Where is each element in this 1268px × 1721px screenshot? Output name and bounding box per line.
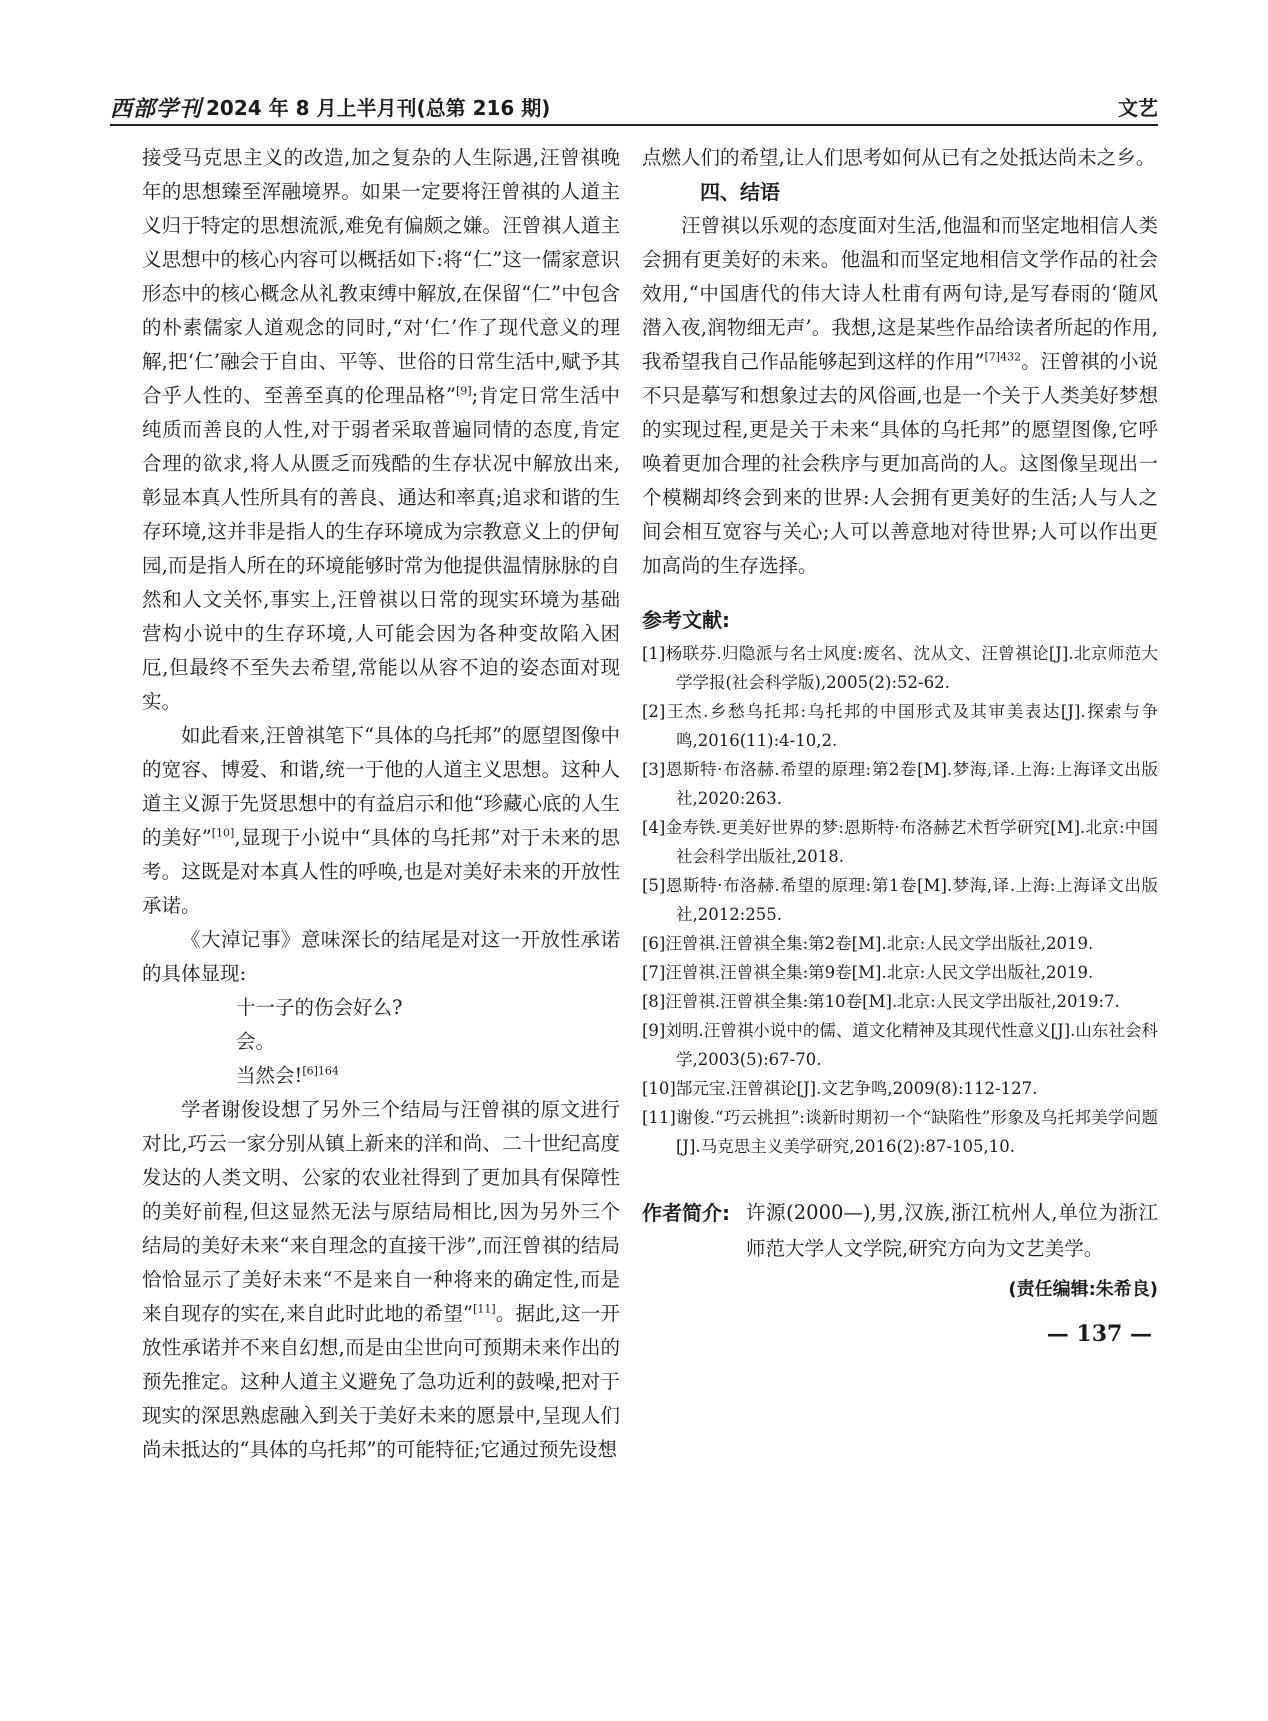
- page-number: — 137 —: [1046, 1321, 1152, 1347]
- citation: [6]164: [302, 1064, 339, 1078]
- paragraph: 《大淖记事》意味深长的结尾是对这一开放性承诺的具体显现:: [142, 928, 620, 985]
- poem-line: 当然会!$^{[6]164}$: [236, 1064, 339, 1087]
- paragraph: 学者谢俊设想了另外三个结局与汪曾祺的原文进行对比,巧云一家分别从镇上新来的洋和尚、二十世纪高度发达的人类文明、公家的农业社得到了更加具有保障性的美好前程,但这显然无法与原结局相比,因为另外三个结局的美好未来“来自理念的直接干涉”,而汪曾祺的结局恰恰显示了美好未来“不是来自一种将来的确定性,而是来自现存的实在,来自此时此地的希望”[11]。据此,这一开放性承诺并不来自幻想,而是由尘世向可预期未来作出的预先推定。这种人道主义避免了急功近利的鼓噪,把对于现实的深思熟虑融入到关于美好未来的愿景中,呈现人们尚未抵达的“具体的乌托邦”的可能特征;它通过预先设想: [142, 1098, 620, 1461]
- quoted-poem: [142, 991, 620, 1093]
- references-list: [642, 639, 1158, 1161]
- author-bio: [642, 1195, 1158, 1267]
- reference-item: [6]汪曾祺.汪曾祺全集:第2卷[M].北京:人民文学出版社,2019.: [642, 934, 1094, 953]
- reference-item: [9]刘明.汪曾祺小说中的儒、道文化精神及其现代性意义[J].山东社会科学,2003(5):67-70.: [642, 1021, 1158, 1069]
- reference-item: [2]王杰.乡愁乌托邦:乌托邦的中国形式及其审美表达[J].探索与争鸣,2016(11):4-10,2.: [642, 702, 1158, 750]
- poem-line: 会。: [236, 1030, 276, 1053]
- reference-item: [7]汪曾祺.汪曾祺全集:第9卷[M].北京:人民文学出版社,2019.: [642, 963, 1094, 982]
- citation: [7]432: [984, 350, 1022, 364]
- section-heading: 四、结语: [700, 180, 780, 204]
- header-rule: [110, 124, 1158, 126]
- author-bio-label: 作者简介:: [642, 1201, 730, 1225]
- reference-item: [1]杨联芬.归隐派与名士风度:废名、沈从文、汪曾祺论[J].北京师范大学学报(社会科学版),2005(2):52-62.: [642, 644, 1158, 692]
- section-name: 文艺: [1118, 96, 1158, 120]
- paragraph: 汪曾祺以乐观的态度面对生活,他温和而坚定地相信人类会拥有更美好的未来。他温和而坚定地相信文学作品的社会效用,“中国唐代的伟大诗人杜甫有两句诗,是写春雨的‘随风潜入夜,润物细无声’。我想,这是某些作品给读者所起的作用,我希望我自己作品能够起到这样的作用”$^{[7]432}$。汪曾祺的小说不只是摹写和想象过去的风俗画,也是一个关于人类美好梦想的实现过程,更是关于未来“具体的乌托邦”的愿望图像,它呼唤着更加合理的社会秩序与更加高尚的人。这图像呈现出一个模糊却终会到来的世界:人会拥有更美好的生活;人与人之间会相互宽容与关心;人可以善意地对待世界;人可以作出更加高尚的生存选择。: [642, 214, 1158, 577]
- right-column: [642, 141, 1158, 1349]
- references-title: 参考文献:: [642, 608, 730, 632]
- responsible-editor: (责任编辑:朱希良): [1008, 1279, 1158, 1300]
- citation: [9]: [455, 384, 472, 398]
- journal-logo: 西部学刊: [110, 96, 203, 122]
- reference-item: [5]恩斯特·布洛赫.希望的原理:第1卷[M].梦海,译.上海:上海译文出版社,2012:255.: [642, 876, 1158, 924]
- running-header: [110, 86, 1158, 126]
- citation: [10]: [211, 826, 235, 840]
- reference-item: [10]郜元宝.汪曾祺论[J].文艺争鸣,2009(8):112-127.: [642, 1079, 1038, 1098]
- reference-item: [8]汪曾祺.汪曾祺全集:第10卷[M].北京:人民文学出版社,2019:7.: [642, 992, 1120, 1011]
- reference-item: [11]谢俊.“巧云挑担”:谈新时期初一个“缺陷性”形象及乌托邦美学问题[J].马克思主义美学研究,2016(2):87-105,10.: [642, 1108, 1158, 1156]
- reference-item: [3]恩斯特·布洛赫.希望的原理:第2卷[M].梦海,译.上海:上海译文出版社,2020:263.: [642, 760, 1158, 808]
- paragraph: 如此看来,汪曾祺笔下“具体的乌托邦”的愿望图像中的宽容、博爱、和谐,统一于他的人道主义思想。这种人道主义源于先贤思想中的有益启示和他“珍藏心底的人生的美好”[10],显现于小说中“具体的乌托邦”对于未来的思考。这既是对本真人性的呼唤,也是对美好未来的开放性承诺。: [142, 724, 620, 917]
- citation: [11]: [473, 1302, 496, 1316]
- left-column: [142, 141, 620, 1467]
- author-bio-text: 许源(2000—),男,汉族,浙江杭州人,单位为浙江师范大学人文学院,研究方向为文艺美学。: [746, 1201, 1158, 1260]
- reference-item: [4]金寿铁.更美好世界的梦:恩斯特·布洛赫艺术哲学研究[M].北京:中国社会科学出版社,2018.: [642, 818, 1158, 866]
- paragraph: 接受马克思主义的改造,加之复杂的人生际遇,汪曾祺晚年的思想臻至浑融境界。如果一定要将汪曾祺的人道主义归于特定的思想流派,难免有偏颇之嫌。汪曾祺人道主义思想中的核心内容可以概括如下:将“仁”这一儒家意识形态中的核心概念从礼教束缚中解放,在保留“仁”中包含的朴素儒家人道观念的同时,“对‘仁’作了现代意义的理解,把‘仁’融会于自由、平等、世俗的日常生活中,赋予其合乎人性的、至善至真的伦理品格”[9];肯定日常生活中纯质而善良的人性,对于弱者采取普遍同情的态度,肯定合理的欲求,将人从匮乏而残酷的生存状况中解放出来,彰显本真人性所具有的善良、通达和率真;追求和谐的生存环境,这并非是指人的生存环境成为宗教意义上的伊甸园,而是指人所在的环境能够时常为他提供温情脉脉的自然和人文关怀,事实上,汪曾祺以日常的现实环境为基础营构小说中的生存环境,人可能会因为各种变故陷入困厄,但最终不至失去希望,常能以从容不迫的姿态面对现实。: [142, 146, 620, 713]
- poem-line: 十一子的伤会好么?: [236, 996, 403, 1019]
- paragraph: 点燃人们的希望,让人们思考如何从已有之处抵达尚未之乡。: [642, 146, 1156, 169]
- issue-info: 2024 年 8 月上半月刊(总第 216 期): [206, 96, 551, 120]
